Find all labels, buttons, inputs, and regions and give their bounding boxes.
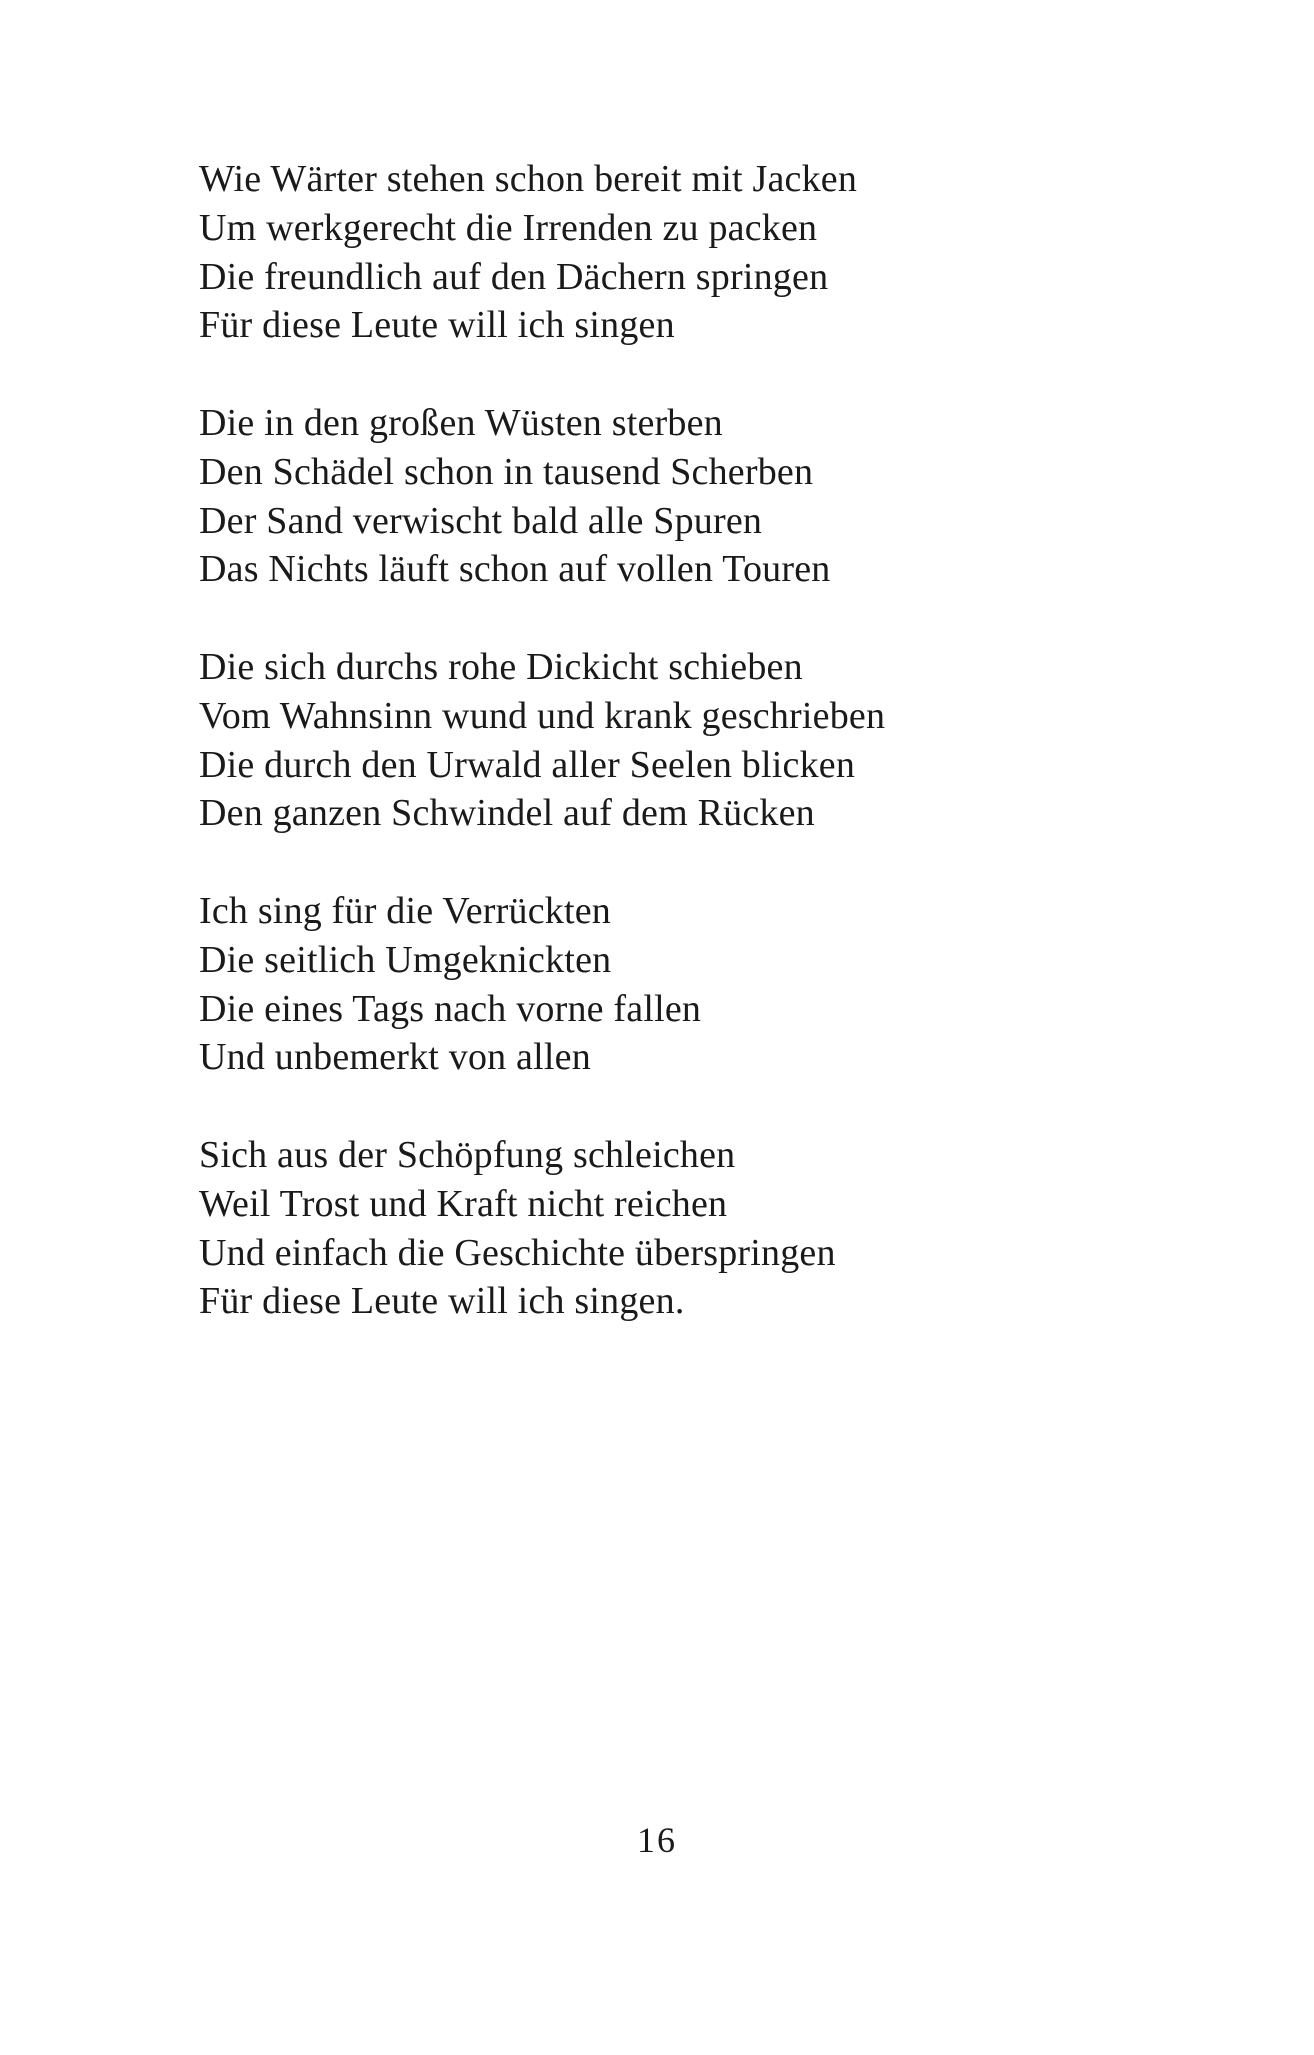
stanza (199, 399, 1199, 594)
page-number: 16 (637, 1820, 677, 1860)
poem-line: Die in den großen Wüsten sterben (199, 401, 723, 444)
poem-line: Vom Wahnsinn wund und krank geschrieben (199, 694, 886, 737)
poem-line: Die durch den Urwald aller Seelen blicken (199, 743, 856, 786)
poem-line: Die sich durchs rohe Dickicht schieben (199, 645, 803, 688)
poem-line: Um werkgerecht die Irrenden zu packen (199, 206, 818, 249)
poem-line: Weil Trost und Kraft nicht reichen (199, 1182, 728, 1225)
poem-line: Ich sing für die Verrückten (199, 889, 612, 932)
stanza (199, 155, 1199, 350)
poem-line: Die freundlich auf den Dächern springen (199, 255, 829, 298)
poem-line: Die seitlich Umgeknickten (199, 938, 612, 981)
poem-line: Den Schädel schon in tausend Scherben (199, 450, 814, 493)
stanza (199, 887, 1199, 1082)
stanza (199, 1131, 1199, 1326)
poem (199, 155, 1199, 1375)
poem-line: Und einfach die Geschichte überspringen (199, 1231, 836, 1274)
poem-line: Und unbemerkt von allen (199, 1036, 591, 1079)
poem-line: Den ganzen Schwindel auf dem Rücken (199, 792, 815, 835)
poem-line: Sich aus der Schöpfung schleichen (199, 1133, 736, 1176)
poem-line: Wie Wärter stehen schon bereit mit Jacken (199, 158, 858, 200)
stanza (199, 643, 1199, 838)
poem-line: Die eines Tags nach vorne fallen (199, 987, 702, 1030)
poem-line: Für diese Leute will ich singen. (199, 1280, 685, 1323)
poem-line: Der Sand verwischt bald alle Spuren (199, 499, 763, 542)
poem-line: Für diese Leute will ich singen (199, 304, 675, 347)
poem-line: Das Nichts läuft schon auf vollen Touren (199, 548, 831, 591)
